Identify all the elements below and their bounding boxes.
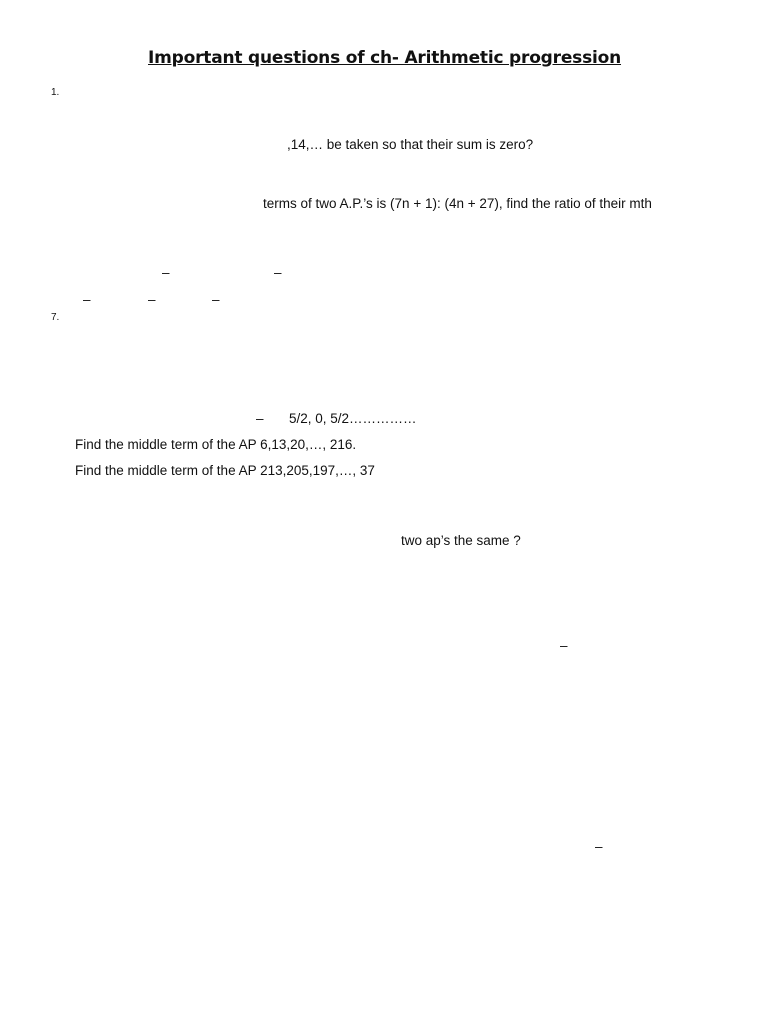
question-middle-term-1: Find the middle term of the AP 6,13,20,…, 216. xyxy=(75,437,357,452)
question-number-7: 7. xyxy=(51,312,60,323)
dash-mark: – xyxy=(560,638,568,653)
page-title: Important questions of ch- Arithmetic progression xyxy=(148,48,622,68)
question-middle-term-2: Find the middle term of the AP 213,205,197,…, 37 xyxy=(75,463,375,478)
question-sum-zero-text: ,14,… be taken so that their sum is zero? xyxy=(287,137,534,152)
dash-mark: – xyxy=(148,292,156,307)
dash-mark: – xyxy=(256,411,264,426)
question-number-1: 1. xyxy=(51,87,60,98)
dash-mark: – xyxy=(83,292,91,307)
dash-mark: – xyxy=(212,292,220,307)
question-two-aps-text: two ap’s the same ? xyxy=(401,533,521,548)
dash-mark: – xyxy=(162,265,170,280)
question-ratio-text: terms of two A.P.’s is (7n + 1): (4n + 27), find the ratio of their mth xyxy=(263,196,652,211)
question-sequence-text: 5/2, 0, 5/2…………… xyxy=(289,411,417,426)
dash-mark: – xyxy=(274,265,282,280)
dash-mark: – xyxy=(595,839,603,854)
